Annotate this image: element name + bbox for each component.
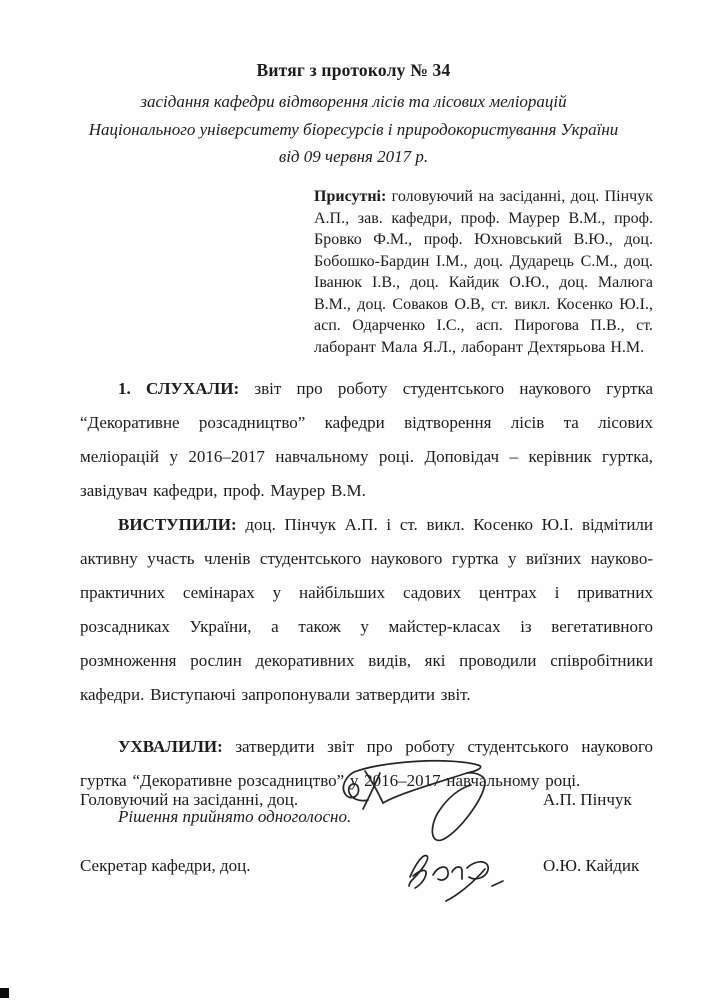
document-title: Витяг з протоколу № 34 (256, 60, 451, 80)
paragraph-uhvalyly-text: затвердити звіт про роботу студентського наукового гуртка “Декоративне розсадництво” у 2016–2017 навчальному році. (80, 737, 653, 790)
document-header (0, 60, 707, 171)
paragraph-vystupyly (80, 508, 653, 712)
signature-role-secretary: Секретар кафедри, доц. (80, 856, 251, 875)
signature-name-secretary: О.Ю. Кайдик (543, 856, 640, 875)
paragraph-vystupyly-text: доц. Пінчук А.П. і ст. викл. Косенко Ю.І. відмітили активну участь членів студентського наукового гуртка у виїзних науково-практичних семінарах у найбільших садових центрах і приватних розсадниках України, а також у майстер-класах із вегетативного розмноження рослин декоративних видів, які проводили співробітники кафедри. Виступаючі запропонували затвердити звіт. (80, 515, 654, 704)
paragraph-sluhaly (80, 372, 653, 508)
paragraph-sluhaly-label: 1. СЛУХАЛИ: (118, 379, 240, 398)
signature-row-secretary (80, 856, 653, 876)
paragraph-vystupyly-label: ВИСТУПИЛИ: (118, 515, 237, 534)
paragraph-sluhaly-text: звіт про роботу студентського наукового гуртка “Декоративне розсадництво” кафедри відтворення лісів та лісових меліорацій у 2016–2017 навчальному році. Доповідач – керівник гуртка, завідувач кафедри, проф. Маурер В.М. (80, 379, 653, 500)
subtitle-line-1: засідання кафедри відтворення лісів та лісових меліорацій (140, 92, 567, 111)
scan-artifact-mark (0, 988, 9, 998)
subtitle-line-2: Національного університету біоресурсів і природокористування України (88, 119, 619, 139)
document-body (80, 186, 653, 834)
subtitle-line-3: від 09 червня 2017 р. (278, 147, 429, 166)
attendees-text: головуючий на засіданні, доц. Пінчук А.П., зав. кафедри, проф. Маурер В.М., проф. Бровко Ф.М., проф. Юхновський В.Ю., доц. Бобошко-Бардин І.М., доц. Дударець С.М., доц. Іванюк І.В., доц. Кайдик О.Ю., доц. Малюга В.М., доц. Соваков О.В, ст. викл. Косенко Ю.І., асп. Одарченко І.С., асп. Пирогова П.В., ст. лаборант Мала Я.Л., лаборант Дехтярьова Н.М. (314, 188, 653, 356)
attendees-label: Присутні: (314, 188, 387, 205)
paragraph-uhvalyly-label: УХВАЛИЛИ: (118, 737, 223, 756)
signature-name-chair: А.П. Пінчук (543, 790, 632, 809)
attendees-block (314, 186, 653, 358)
handwritten-signature-chair-icon (338, 756, 493, 848)
handwritten-signature-secretary-icon (400, 845, 505, 903)
resolution-note: Рішення прийнято одноголосно. (118, 807, 352, 826)
signature-role-chair: Головуючий на засіданні, доц. (80, 790, 299, 809)
document-subtitle (0, 88, 707, 171)
